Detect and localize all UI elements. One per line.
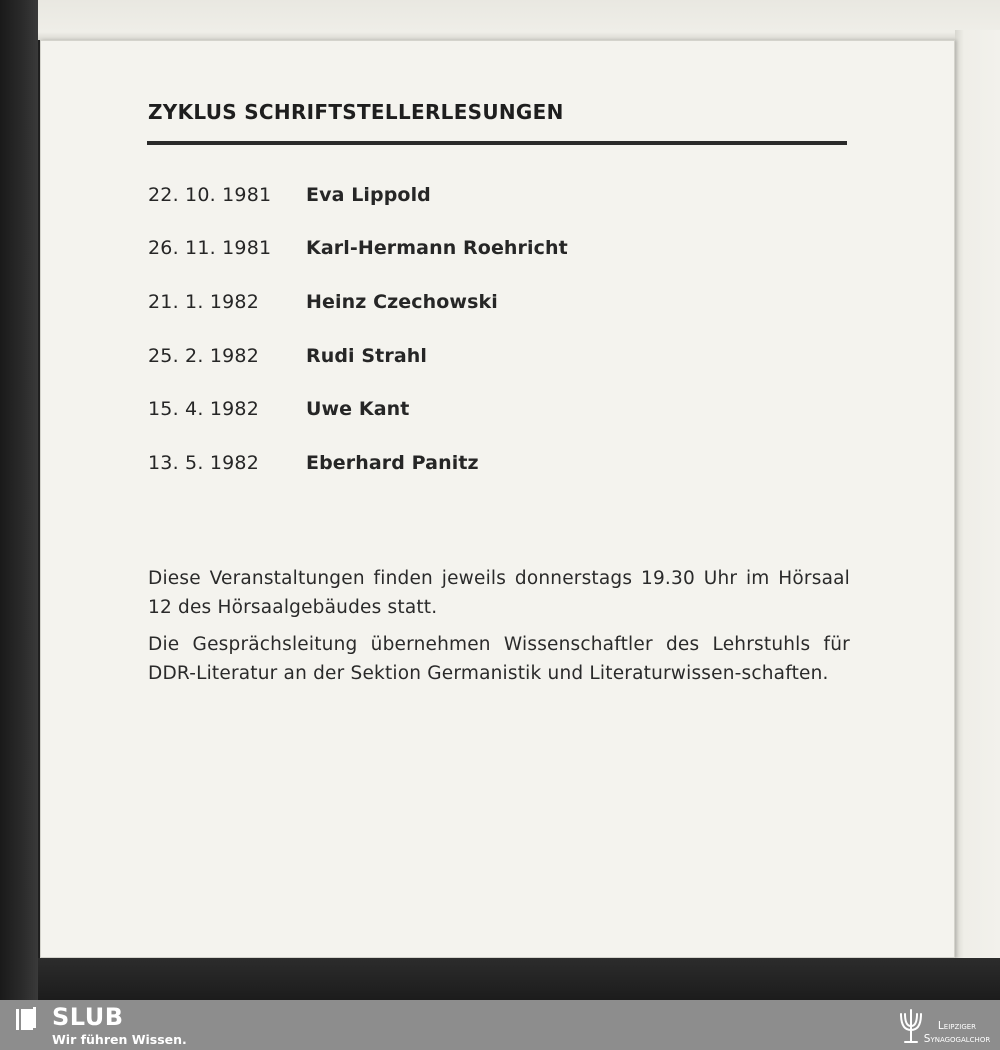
event-author: Eberhard Panitz [306,451,479,474]
brand-name[interactable]: SLUB [52,1003,124,1031]
event-author: Uwe Kant [306,398,410,421]
program-page [40,40,955,958]
list-item [148,436,568,490]
top-fold [38,0,1000,40]
partner-name-line-2: Synagogalchor [923,1033,991,1045]
binding-shadow [0,0,38,1000]
list-item [148,382,568,436]
moderation-paragraph: Die Gesprächsleitung übernehmen Wissenschaftler des Lehrstuhls für DDR-Literatur an der Sektion Germanistik und Literaturwissen-schaften. [148,634,850,684]
bottom-shadow [38,958,1000,1000]
event-date: 13. 5. 1982 [148,451,259,474]
book-icon [14,1006,38,1032]
list-item [148,222,568,276]
list-item [148,329,568,383]
event-author: Rudi Strahl [306,344,427,367]
viewer-footer [0,1000,1000,1050]
partner-name-line-1: Leipziger [937,1020,977,1032]
event-date: 25. 2. 1982 [148,344,259,367]
event-author: Eva Lippold [306,183,431,206]
schedule-paragraph: Diese Veranstaltungen finden jeweils donnerstags 19.30 Uhr im Hörsaal 12 des Hörsaalgebäudes statt. [148,568,850,618]
list-item [148,275,568,329]
event-date: 22. 10. 1981 [148,183,272,206]
partner-name[interactable] [922,1020,992,1046]
title-rule [147,141,847,145]
event-date: 15. 4. 1982 [148,398,259,421]
list-item [148,168,568,222]
event-author: Heinz Czechowski [306,290,498,313]
event-list [148,168,568,490]
event-date: 21. 1. 1982 [148,290,259,313]
next-page-edge [955,30,1000,958]
event-date: 26. 11. 1981 [148,237,272,260]
brand-tagline: Wir führen Wissen. [52,1032,187,1047]
page-title: ZYKLUS SCHRIFTSTELLERLESUNGEN [148,100,564,124]
event-author: Karl-Hermann Roehricht [306,237,568,260]
